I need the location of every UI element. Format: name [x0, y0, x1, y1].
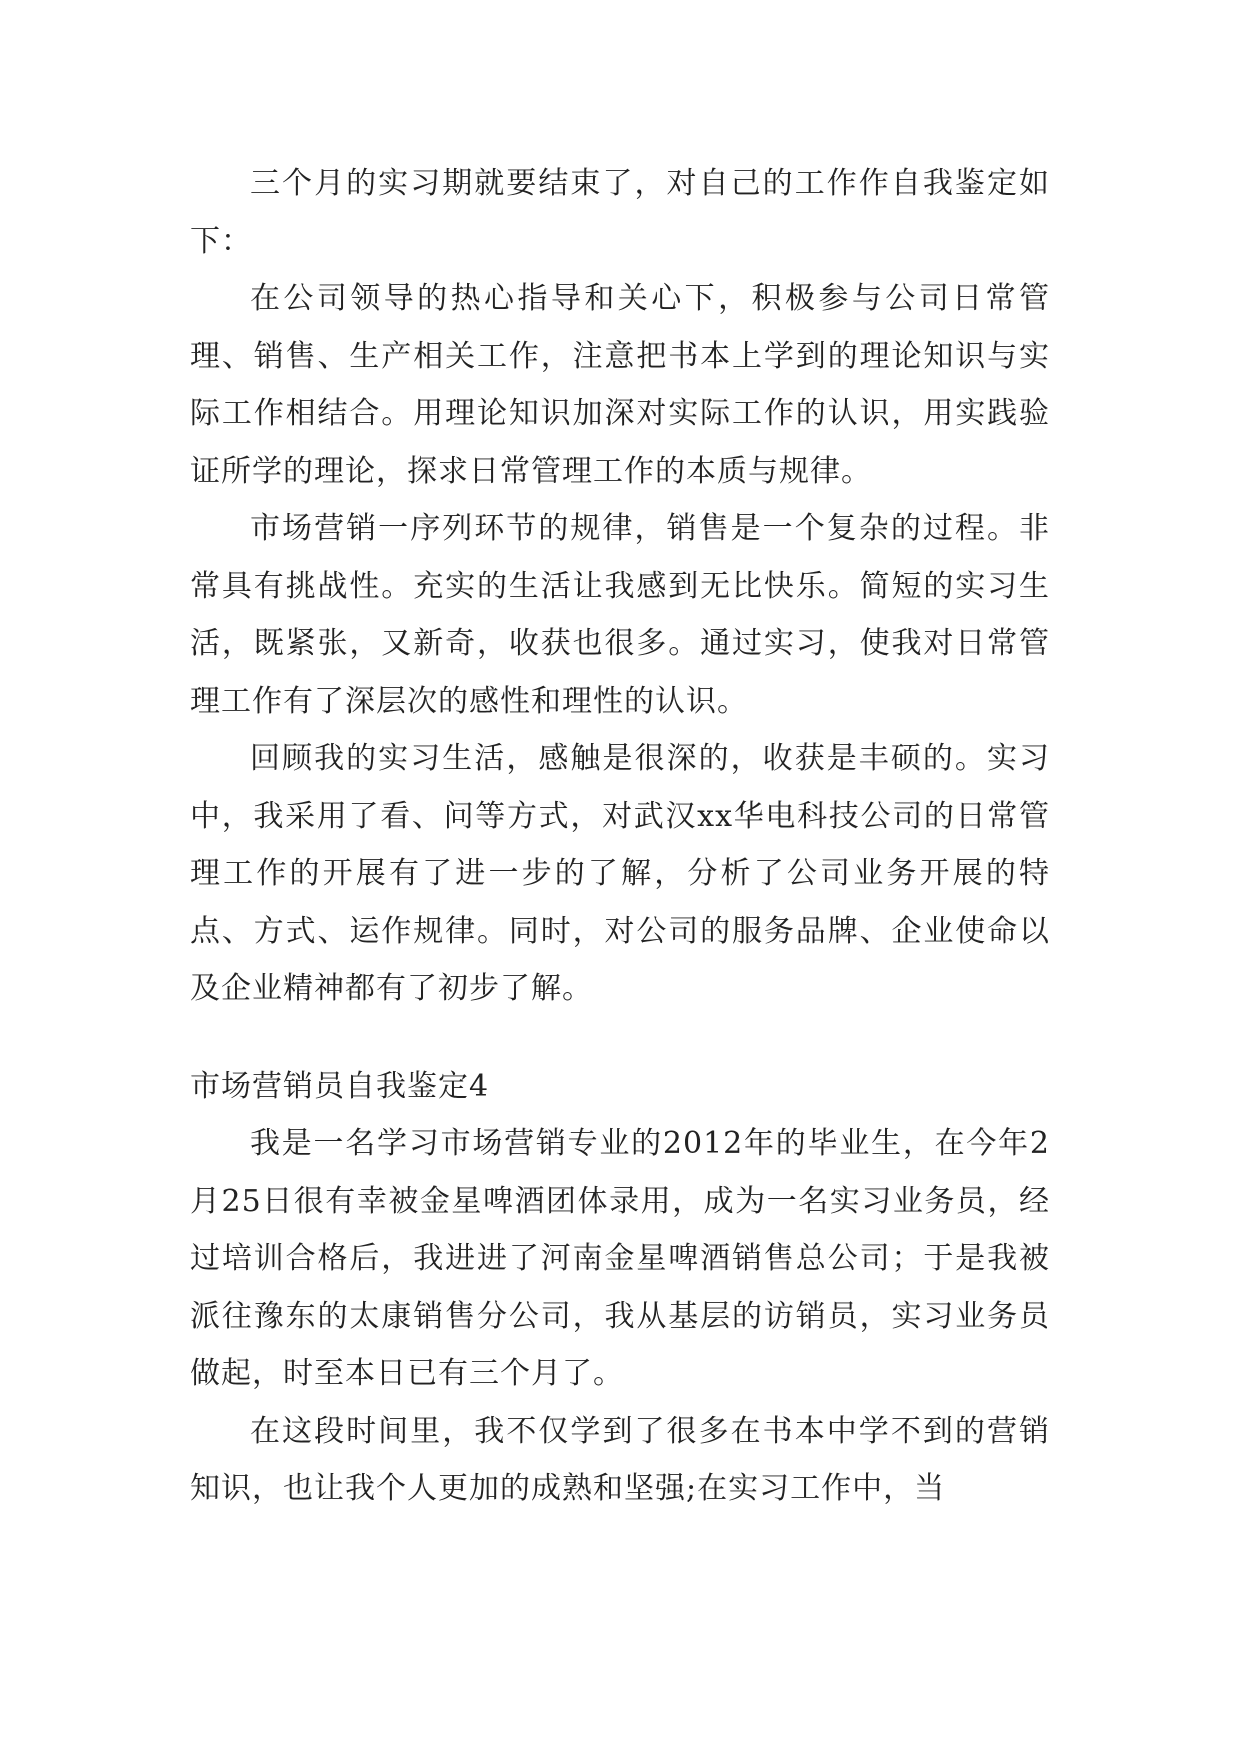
- paragraph-graduate-intro: 我是一名学习市场营销专业的2012年的毕业生，在今年2月25日很有幸被金星啤酒团体录用，成为一名实习业务员，经过培训合格后，我进进了河南金星啤酒销售总公司；于是我被派往豫东的太康销售分公司，我从基层的访销员，实习业务员做起，时至本日已有三个月了。: [190, 1126, 1050, 1391]
- paragraph-marketing-process: 市场营销一序列环节的规律，销售是一个复杂的过程。非常具有挑战性。充实的生活让我感到无比快乐。简短的实习生活，既紧张，又新奇，收获也很多。通过实习，使我对日常管理工作有了深层次的感性和理性的认识。: [190, 511, 1050, 719]
- paragraph-self-assessment-intro: 三个月的实习期就要结束了，对自己的工作作自我鉴定如下：: [190, 166, 1050, 259]
- paragraph-company-guidance: 在公司领导的热心指导和关心下，积极参与公司日常管理、销售、生产相关工作，注意把书本上学到的理论知识与实际工作相结合。用理论知识加深对实际工作的认识，用实践验证所学的理论，探求日常管理工作的本质与规律。: [190, 281, 1050, 489]
- paragraph-learning-period: 在这段时间里，我不仅学到了很多在书本中学不到的营销知识，也让我个人更加的成熟和坚强;在实习工作中，当: [190, 1413, 1050, 1506]
- section-title: 市场营销员自我鉴定4: [190, 1068, 490, 1104]
- document-body: [190, 155, 1050, 1518]
- paragraph-internship-review: 回顾我的实习生活，感触是很深的，收获是丰硕的。实习中，我采用了看、问等方式，对武汉xx华电科技公司的日常管理工作的开展有了进一步的了解，分析了公司业务开展的特点、方式、运作规律。同时，对公司的服务品牌、企业使命以及企业精神都有了初步了解。: [190, 741, 1050, 1006]
